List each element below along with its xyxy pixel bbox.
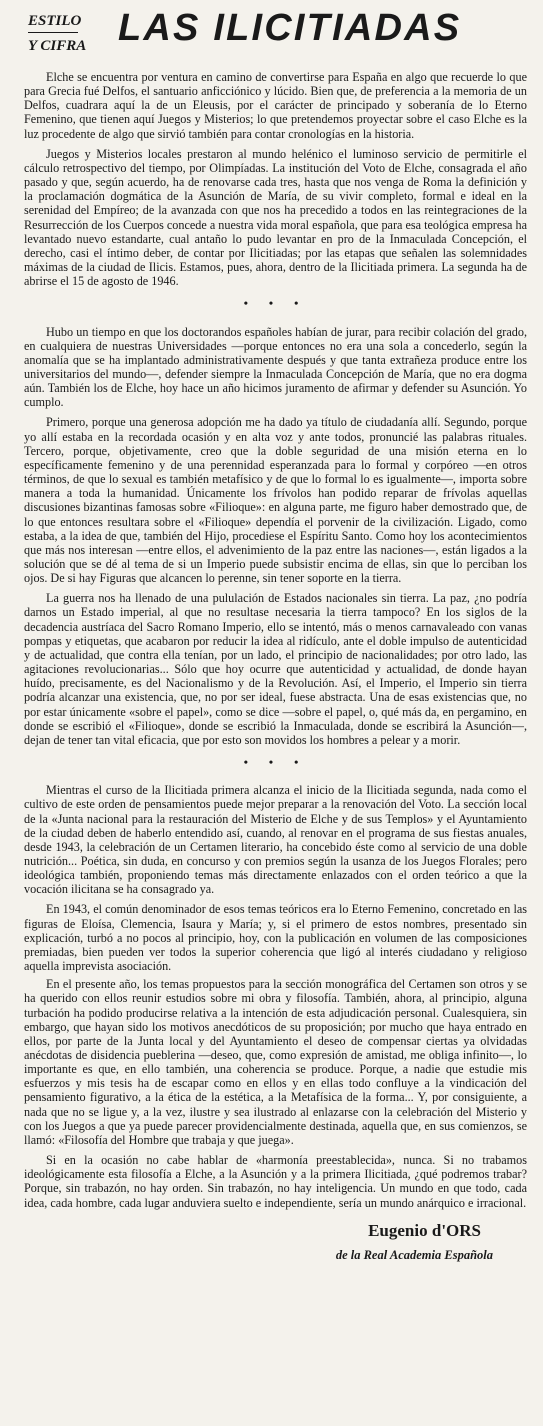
author-affiliation: de la Real Academia Española xyxy=(335,1247,493,1262)
section-separator: • • • xyxy=(243,755,308,770)
paragraph-8: En el presente año, los temas propuestos para la sección monográfica del Certamen son otros y se ha querido con ellos reunir estudios sobre mi obra y filosofía. También, ahora, al principio, alguna turbación ha podido producirse relativa a la intención de esta adjudicación personal. Cualesquiera, sin embargo, que hayan sido los motivos anecdóticos de su proposición; por mucho que haya entrado en ellos, por parte de la Junta local y del Ayuntamiento el deseo de compensar ciertas ya olvidadas anécdotas de disidencia pueblerina —deseo, que, como expresión de amistad, me obliga infinito—, lo importante es que, en ello también, una coherencia se produce. Porque, a nadie que estudie mis esfuerzos y mis tesis ha de escapar como en ellos y en ellas todo confluye a la vindicación del pensamiento figurativo, a la ética de la estética, a la Metafísica de la forma... Y, por consiguiente, a nada que no se ligue y, a la vez, ilustre y sea ilustrado al enlazarse con la celebración del Misterio y con los Juegos a que ya puede parecer providencialmente destinada, aquella que, en sus comienzos, se llamó: «Filosofía del Hombre que trabaja y que juega». xyxy=(24,977,527,1147)
section-tag xyxy=(28,12,112,56)
paragraph-2: Juegos y Misterios locales prestaron al mundo helénico el luminoso servicio de permitirle el cálculo retrospectivo del tiempo, por Olimpíadas. La institución del Voto de Elche, consagrada el año pasado y que, según acuerdo, ha de renovarse cada tres, hasta que nos venga de Roma la definición y la proclamación dogmática de la Asunción de María, de su vivir completo, formal e ideal en la serenidad del Empíreo; de la avanzada con que nos ha precedido a todos en las reintegraciones de la Resurrección de los Cuerpos concede a nuestra vida moral española, que para esa teológica empresa ha levantado nuevo estandarte, cual antaño lo pudo levantar en pro de la Inmaculada Concepción, el derecho, casi el íntimo deber, de contar por Ilicitiadas; por las etapas que señalen las solemnidades máximas de la ciudad de Ilicis. Estamos, pues, ahora, dentro de la Ilicitiada primera. La segunda ha de abrirse el 15 de agosto de 1946. xyxy=(24,146,527,289)
article-title: LAS ILICITIADAS xyxy=(118,7,462,49)
author-name: Eugenio d'ORS xyxy=(368,1220,481,1240)
paragraph-6: Mientras el curso de la Ilicitiada primera alcanza el inicio de la Ilicitiada segunda, nada como el cultivo de este orden de pensamientos puede mejor preparar a la renovación del Voto. La sección local de la «Junta nacional para la restauración del Misterio de Elche y de sus Templos» y el Ayuntamiento de la ciudad deben de haberlo entendido así, cuando, al renovar en el programa de sus fiestas anuales, desde 1943, la celebración de un Certamen literario, ha concebido éste como al servicio de una doble nutrición... Poética, sin duda, en concurso y con premios según la usanza de los Juegos Florales; pero ideológica también, proponiendo temas más directamente enlazados con el orden teórico a que la vocación ilicitana se ha consagrado ya. xyxy=(24,783,527,897)
paragraph-7: En 1943, el común denominador de esos temas teóricos era lo Eterno Femenino, concretado en las figuras de Eloísa, Clemencia, Isaura y María; y, si el primero de estos nombres, presentado sin explicación, turbó a no pocos al principio, hoy, con la publicación en volumen de las composiciones premiadas, bien pueden ver todos la superior coherencia que ligó al interés ciudadano y religioso aquella imprevista asociación. xyxy=(24,902,527,974)
section-tag-line2: Y CIFRA xyxy=(28,38,87,54)
masthead xyxy=(24,6,533,70)
paragraph-5: La guerra nos ha llenado de una pululación de Estados nacionales sin tierra. La paz, ¿no podría darnos un Estado imperial, al que no resultase necesaria la tierra tampoco? En los siglos de la decadencia austríaca del Sacro Romano Imperio, ello se intentó, más o menos carnavaleado con vanas pompas y etiquetas, que acabaron por reducir la idea al ridículo, ante el doble impulso de autenticidad y de actualidad, que contra ella tenían, por un lado, el principio de nacionalidades; por otro lado, las agitaciones revolucionarias... Sólo que hoy ocurre que autenticidad y actualidad, de donde hayan huído, precisamente, es del Nacionalismo y de la Revolución. Así, el Imperio, el Imperio sin tierra podría alcanzar una existencia, que, no por ser ideal, fuese abstracta. Una de esas existencias que, no por estar únicamente «sobre el papel», como se dice —sobre el papel, o, qué más da, en pergamino, en donde se escribió el «Filioque», donde se escribió la Inmaculada, donde se escribirá la Asunción—, dejan de tener tan vital eficacia, que por esto son movidos los hombres a pelear y a morir. xyxy=(24,591,527,747)
paragraph-9: Si en la ocasión no cabe hablar de «harmonía preestablecida», nunca. Si no trabamos ideológicamente esta filosofía a Elche, a la Asunción y a la primera Ilicitiada, ¿qué podremos trabar? Porque, sin trabazón, no hay orden. Sin trabazón, no hay inteligencia. Un mundo en que todo, cada idea, cada hombre, cada lugar anduviera suelto e independiente, sería un mundo anárquico e irracional. xyxy=(24,1153,527,1210)
section-separator: • • • xyxy=(243,296,308,311)
section-tag-line1: ESTILO xyxy=(28,12,78,33)
article-body xyxy=(24,70,527,1210)
paragraph-4: Primero, porque una generosa adopción me ha dado ya título de ciudadanía allí. Segundo, porque yo allí estaba en la recordada ocasión y en alta voz y ante todos, pronuncié las palabras rituales. Tercero, porque, objetivamente, creo que la doble seguridad de una misión eterna en lo específicamente femenino y de una perennidad esperanzada para lo formal y corpóreo —en otros términos, de que lo sexual es también metafísico y de que lo formal lo es igualmente—, importa sobre manera a toda la humanidad. Únicamente los frívolos han podido reparar de frívolas aquellas discusiones bizantinas famosas sobre «Filioque»: en alguna parte, me figuro haber demostrado que, de lo que entonces resultara sobre el «Filioque» dependía el porvenir de la civilización. Ligado, como estaba, a la idea de que, también del Hijo, procediese el Espíritu Santo. Como hoy los acontecimientos que más nos interesan —entre ellos, el advenimiento de la paz entre las naciones—, están ligados a la solución que se dé al tema de si un Imperio puede subsistir encima de ellas, sin que lo perciban los ojos. De si hay Figuras que alcancen lo perenne, sin tener soporte en la tierra. xyxy=(24,415,527,586)
paragraph-3: Hubo un tiempo en que los doctorandos españoles habían de jurar, para recibir colación del grado, en cualquiera de nuestras Universidades —porque entonces no era una sola a concederlo, según la anomalía que se ha implantado administrativamente después y que tanta extrañeza produce entre los universitarios del mundo—, defender siempre la Inmaculada Concepción de María, que no era dogma aún. También los de Elche, hoy hace un año hicimos juramento de afirmar y defender su Asunción. Yo cumplo. xyxy=(24,324,527,410)
paragraph-1: Elche se encuentra por ventura en camino de convertirse para España en algo que recuerde lo que para Grecia fué Delfos, el santuario anficciónico y lúcido. Bien que, de preferencia a la memoria de un Delfos, cuadrara aquí la de un Eleusis, por el carácter de principado y soberanía de lo Eterno Femenino, que tienen aquí Juegos y Misterios; lo que pretendemos proyectar sobre el caso Elche es la luz procedente de algo que sirvió también para contar cronologías en la historia. xyxy=(24,70,527,141)
signature-block xyxy=(24,1220,533,1264)
